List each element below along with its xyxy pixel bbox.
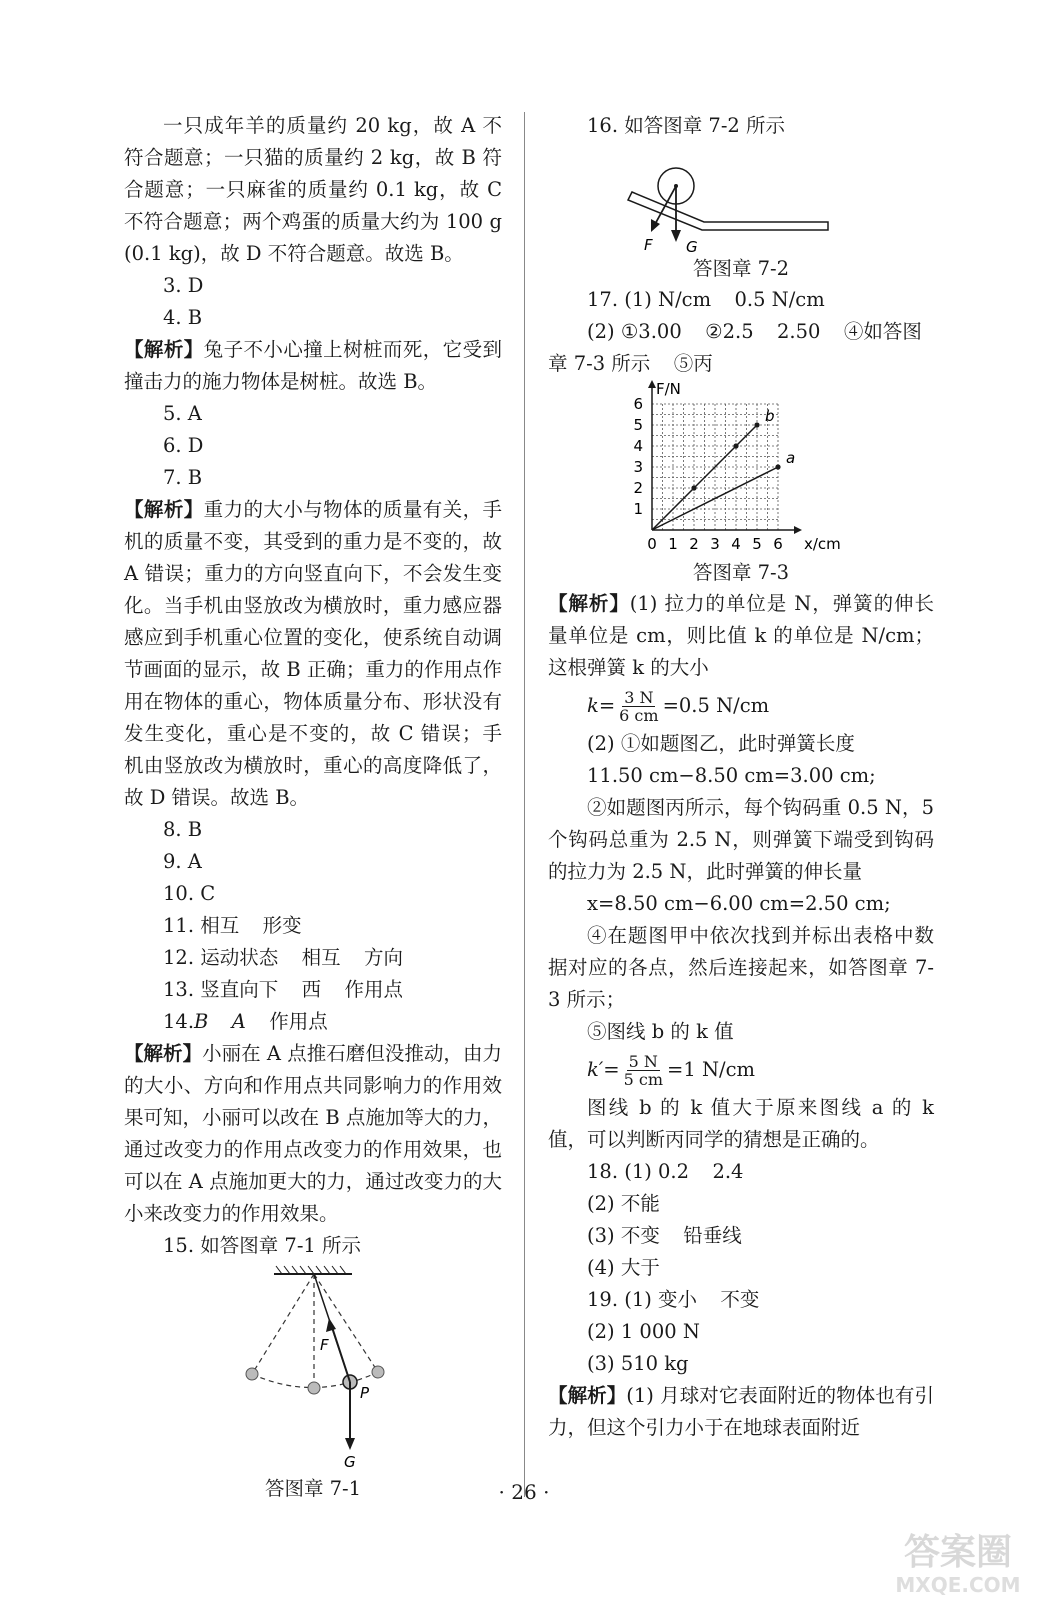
answer-13: 13. 竖直向下 西 作用点 — [163, 978, 404, 1001]
answer-8: 8. B — [163, 818, 203, 841]
watermark-logo — [838, 1520, 1048, 1600]
x-tick-label: 3 — [710, 535, 720, 553]
series-label-b: b — [765, 407, 775, 425]
analysis-tag: 【解析】 — [548, 592, 630, 615]
incline-figure — [548, 142, 934, 252]
x-tick-label: 6 — [773, 535, 783, 553]
k-prime-equation: k′= $\frac{5 N}{5 cm}$ =1 N/cm — [587, 1051, 755, 1089]
pendulum-figure — [124, 1262, 502, 1472]
point-P-label: P — [360, 1384, 370, 1402]
answer-9: 9. A — [163, 850, 202, 873]
series-label-a: a — [786, 449, 796, 467]
answer-12: 12. 运动状态 相互 方向 — [163, 946, 404, 969]
answer-19-explanation: 【解析】(1) 月球对它表面附近的物体也有引力，但这个引力小于在地球表面附近 — [548, 1384, 934, 1439]
answer-19-3: (3) 510 kg — [587, 1352, 689, 1375]
x-tick-label: 2 — [689, 535, 699, 553]
answer-17-2: (2) ①3.00 ②2.5 2.50 ④如答图 — [587, 320, 922, 343]
x-axis-arrow — [794, 526, 802, 534]
x-tick-label: 4 — [731, 535, 741, 553]
y-tick-label: 5 — [633, 416, 643, 434]
y-tick-label: 2 — [633, 479, 643, 497]
analysis-tag: 【解析】 — [548, 1384, 627, 1407]
gravity-G-label: G — [344, 1453, 356, 1471]
answer-18-4: (4) 大于 — [587, 1256, 660, 1279]
answer-19-2: (2) 1 000 N — [587, 1320, 700, 1343]
answer-7-explanation: 【解析】重力的大小与物体的质量有关，手机的质量不变，其受到的重力是不变的，故 A 错误；重力的方向竖直向下，不会发生变化。当手机由竖放改为横放时，重力感应器感应到手机重心位置的变化，使系统自动调节画面的显示，故 B 正确；重力的作用点作用在物体的重心，物体质量分布、形状没有发生变化，重心是不变的，故 C 错误；手机由竖放改为横放时，重心的高度降低了，故 D 错误。故选 B。 — [124, 498, 502, 809]
x-tick-label: 5 — [752, 535, 762, 553]
answer-18-1: 18. (1) 0.2 2.4 — [587, 1160, 744, 1183]
answer-17-1: 17. (1) N/cm 0.5 N/cm — [587, 288, 825, 311]
answer-10: 10. C — [163, 882, 216, 905]
answer-18-2: (2) 不能 — [587, 1192, 660, 1215]
force-F-label: F — [320, 1336, 329, 1354]
answer-17-explanation-1: 【解析】(1) 拉力的单位是 N，弹簧的伸长量单位是 cm，则比值 k 的单位是 N/cm；这根弹簧 k 的大小 — [548, 592, 934, 679]
answer-11: 11. 相互 形变 — [163, 914, 302, 937]
svg-text:MXQE.COM: MXQE.COM — [895, 1573, 1021, 1597]
answer-6: 6. D — [163, 434, 204, 457]
data-point-b — [733, 443, 738, 448]
y-tick-label: 3 — [633, 458, 643, 476]
gravity-G-label: G — [686, 238, 698, 252]
figure-7-3-caption: 答图章 7-3 — [692, 561, 790, 584]
figure-7-2-caption: 答图章 7-2 — [692, 257, 790, 280]
column-divider — [524, 112, 525, 1497]
analysis-tag: 【解析】 — [124, 338, 204, 361]
data-point-b — [691, 485, 696, 490]
x-tick-label: 1 — [668, 535, 678, 553]
y-tick-label: 6 — [633, 395, 643, 413]
figure-7-1-caption: 答图章 7-1 — [264, 1477, 362, 1500]
answer-19-1: 19. (1) 变小 不变 — [587, 1288, 760, 1311]
answer-14-explanation: 【解析】小丽在 A 点推石磨但没推动，由力的大小、方向和作用点共同影响力的作用效果可知，小丽可以改在 B 点施加等大的力，通过改变力的作用点改变力的作用效果，也可以在 A 点施加更大的力，通过改变力的大小来改变力的作用效果。 — [124, 1042, 502, 1225]
force-F-label: F — [644, 236, 653, 252]
answer-15: 15. 如答图章 7-1 所示 — [163, 1234, 362, 1257]
answer-17-explanation-4: ②如题图丙所示，每个钩码重 0.5 N，5 个钩码总重为 2.5 N，则弹簧下端受到钩码的拉力为 2.5 N，此时弹簧的伸长量 — [548, 796, 934, 883]
answer-4-explanation: 【解析】兔子不小心撞上树桩而死，它受到撞击力的施力物体是树桩。故选 B。 — [124, 338, 502, 393]
answer-17-explanation-2: (2) ①如题图乙，此时弹簧长度 — [587, 732, 855, 755]
answer-18-3: (3) 不变 铅垂线 — [587, 1224, 742, 1247]
spring-force-chart — [548, 380, 934, 558]
page-number: · 26 · — [498, 1480, 550, 1504]
x-axis-label: x/cm — [804, 535, 841, 553]
answer-4: 4. B — [163, 306, 203, 329]
k-equation: k= $\frac{3 N}{6 cm}$ =0.5 N/cm — [587, 687, 770, 725]
data-point-a — [775, 464, 780, 469]
answer-5: 5. A — [163, 402, 202, 425]
y-tick-label: 4 — [633, 437, 643, 455]
watermark-text: 答案圈 — [903, 1532, 1013, 1573]
answer-17-explanation-7: ⑤图线 b 的 k 值 — [587, 1020, 734, 1043]
y-axis-arrow — [648, 380, 656, 388]
answer-16: 16. 如答图章 7-2 所示 — [587, 114, 786, 137]
answer-17-explanation-3: 11.50 cm−8.50 cm=3.00 cm; — [587, 764, 876, 787]
right-column — [548, 110, 934, 1444]
analysis-tag: 【解析】 — [124, 498, 204, 521]
answer-17-explanation-6: ④在题图甲中依次找到并标出表格中数据对应的各点，然后连接起来，如答图章 7-3 所示； — [548, 924, 934, 1011]
answer-17-explanation-5: x=8.50 cm−6.00 cm=2.50 cm; — [587, 892, 891, 915]
answer-14: 14.B A 作用点 — [163, 1010, 328, 1033]
answer-17-2-cont: 章 7-3 所示 ⑤丙 — [548, 352, 713, 375]
x-tick-label: 0 — [647, 535, 657, 553]
data-point-b — [754, 422, 759, 427]
answer-2-explanation: 一只成年羊的质量约 20 kg，故 A 不符合题意；一只猫的质量约 2 kg，故 B 符合题意；一只麻雀的质量约 0.1 kg，故 C 不符合题意；两个鸡蛋的质量大约为 100 g (0.1 kg)，故 D 不符合题意。故选 B。 — [124, 114, 502, 265]
answer-3: 3. D — [163, 274, 204, 297]
left-column — [124, 110, 502, 1504]
y-axis-label: F/N — [656, 380, 681, 398]
analysis-tag: 【解析】 — [124, 1042, 203, 1065]
answer-17-explanation-8: 图线 b 的 k 值大于原来图线 a 的 k 值，可以判断丙同学的猜想是正确的。 — [548, 1096, 934, 1151]
y-tick-label: 1 — [633, 500, 643, 518]
answer-7: 7. B — [163, 466, 203, 489]
